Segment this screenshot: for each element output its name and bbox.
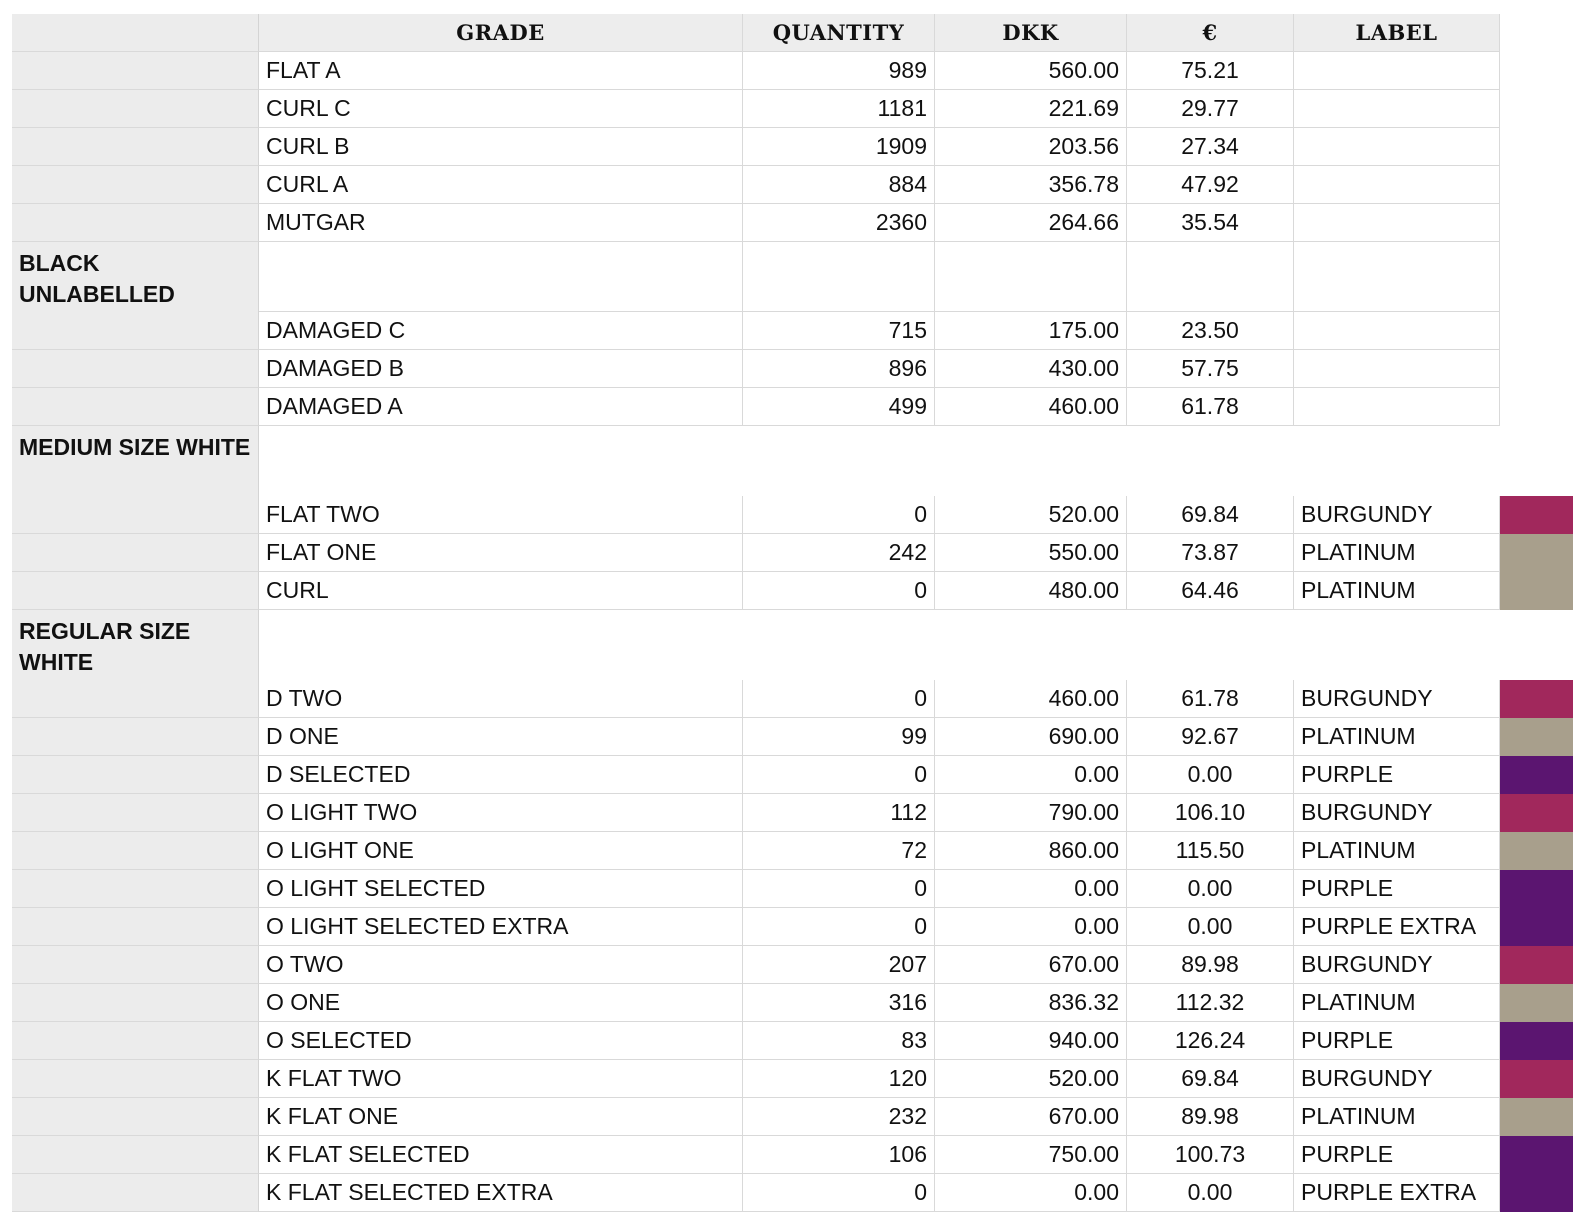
quantity-cell[interactable]: 0 [743,680,935,718]
dkk-cell[interactable]: 940.00 [935,1022,1127,1060]
label-color-swatch [1500,496,1573,534]
header-quantity[interactable]: QUANTITY [743,14,935,52]
grade-cell[interactable]: MUTGAR [259,204,743,242]
table-row [12,908,1573,946]
grade-cell[interactable]: FLAT TWO [259,496,743,534]
quantity-cell[interactable]: 499 [743,388,935,426]
label-color-swatch [1500,312,1573,350]
label-color-swatch [1500,908,1573,946]
grade-cell[interactable]: CURL B [259,128,743,166]
label-cell[interactable]: PLATINUM [1294,718,1500,756]
eur-cell[interactable]: 23.50 [1127,312,1294,350]
table-row [12,90,1573,128]
dkk-cell[interactable]: 520.00 [935,496,1127,534]
table-row [12,166,1573,204]
eur-cell[interactable]: 89.98 [1127,946,1294,984]
section-header-row [12,610,1573,680]
eur-cell[interactable]: 100.73 [1127,1136,1294,1174]
label-cell[interactable]: BURGUNDY [1294,496,1500,534]
quantity-cell[interactable]: 120 [743,1060,935,1098]
row-side-cell [12,128,259,166]
table-row [12,52,1573,90]
label-color-swatch [1500,1136,1573,1174]
label-color-swatch [1500,984,1573,1022]
quantity-cell[interactable]: 2360 [743,204,935,242]
grade-cell[interactable]: O LIGHT SELECTED [259,870,743,908]
grade-cell[interactable]: O LIGHT SELECTED EXTRA [259,908,743,946]
row-side-cell [12,680,259,718]
row-side-cell [12,1022,259,1060]
eur-cell[interactable]: 0.00 [1127,870,1294,908]
empty-cell[interactable] [1127,242,1294,312]
label-cell[interactable]: PURPLE EXTRA [1294,1174,1500,1212]
quantity-cell[interactable]: 0 [743,1174,935,1212]
dkk-cell[interactable]: 0.00 [935,756,1127,794]
table-row [12,1098,1573,1136]
dkk-cell[interactable]: 430.00 [935,350,1127,388]
eur-cell[interactable]: 27.34 [1127,128,1294,166]
spreadsheet [12,14,1573,1212]
table-row [12,832,1573,870]
grade-cell[interactable]: O TWO [259,946,743,984]
empty-cell[interactable] [1294,242,1500,312]
row-side-cell [12,166,259,204]
label-cell[interactable] [1294,166,1500,204]
dkk-cell[interactable]: 690.00 [935,718,1127,756]
quantity-cell[interactable]: 242 [743,534,935,572]
quantity-cell[interactable]: 0 [743,908,935,946]
dkk-cell[interactable]: 264.66 [935,204,1127,242]
grade-cell[interactable]: DAMAGED A [259,388,743,426]
row-side-cell [12,870,259,908]
label-cell[interactable]: PLATINUM [1294,572,1500,610]
label-cell[interactable]: BURGUNDY [1294,794,1500,832]
grade-cell[interactable]: K FLAT SELECTED EXTRA [259,1174,743,1212]
quantity-cell[interactable]: 316 [743,984,935,1022]
header-dkk[interactable]: DKK [935,14,1127,52]
quantity-cell[interactable]: 0 [743,496,935,534]
table-row [12,312,1573,350]
label-color-swatch [1500,166,1573,204]
section-title[interactable]: REGULAR SIZE WHITE [12,610,259,680]
label-cell[interactable]: BURGUNDY [1294,1060,1500,1098]
label-color-swatch [1500,794,1573,832]
row-side-cell [12,350,259,388]
label-cell[interactable] [1294,52,1500,90]
quantity-cell[interactable]: 0 [743,870,935,908]
quantity-cell[interactable]: 896 [743,350,935,388]
dkk-cell[interactable]: 175.00 [935,312,1127,350]
label-color-swatch [1500,52,1573,90]
table-row [12,946,1573,984]
quantity-cell[interactable]: 0 [743,756,935,794]
header-eur[interactable]: € [1127,14,1294,52]
label-color-swatch [1500,90,1573,128]
eur-cell[interactable]: 0.00 [1127,908,1294,946]
dkk-cell[interactable]: 0.00 [935,908,1127,946]
row-side-cell [12,1060,259,1098]
quantity-cell[interactable]: 989 [743,52,935,90]
grade-cell[interactable]: CURL C [259,90,743,128]
eur-cell[interactable]: 73.87 [1127,534,1294,572]
row-side-cell [12,312,259,350]
eur-cell[interactable]: 106.10 [1127,794,1294,832]
grade-cell[interactable]: O LIGHT TWO [259,794,743,832]
quantity-cell[interactable]: 232 [743,1098,935,1136]
quantity-cell[interactable]: 112 [743,794,935,832]
label-color-swatch [1500,756,1573,794]
grade-cell[interactable]: CURL A [259,166,743,204]
label-color-swatch [1500,1174,1573,1212]
eur-cell[interactable]: 0.00 [1127,1174,1294,1212]
grade-cell[interactable]: D SELECTED [259,756,743,794]
row-side-cell [12,946,259,984]
dkk-cell[interactable]: 0.00 [935,870,1127,908]
label-cell[interactable] [1294,350,1500,388]
row-side-cell [12,90,259,128]
label-cell[interactable] [1294,388,1500,426]
row-side-cell [12,832,259,870]
label-cell[interactable]: PURPLE EXTRA [1294,908,1500,946]
quantity-cell[interactable]: 106 [743,1136,935,1174]
eur-cell[interactable]: 64.46 [1127,572,1294,610]
quantity-cell[interactable]: 884 [743,166,935,204]
table-row [12,350,1573,388]
dkk-cell[interactable]: 560.00 [935,52,1127,90]
table-row [12,204,1573,242]
label-cell[interactable] [1294,128,1500,166]
table-row [12,1136,1573,1174]
row-side-cell [12,984,259,1022]
quantity-cell[interactable]: 0 [743,572,935,610]
dkk-cell[interactable]: 460.00 [935,680,1127,718]
eur-cell[interactable]: 57.75 [1127,350,1294,388]
grade-cell[interactable]: FLAT ONE [259,534,743,572]
row-side-cell [12,204,259,242]
label-color-swatch [1500,718,1573,756]
table-row [12,496,1573,534]
label-color-swatch [1500,870,1573,908]
label-cell[interactable]: PLATINUM [1294,534,1500,572]
section-title[interactable]: MEDIUM SIZE WHITE [12,426,259,496]
row-side-cell [12,1098,259,1136]
dkk-cell[interactable]: 836.32 [935,984,1127,1022]
table-row [12,794,1573,832]
eur-cell[interactable]: 115.50 [1127,832,1294,870]
row-side-cell [12,908,259,946]
table-row [12,718,1573,756]
grade-cell[interactable]: DAMAGED B [259,350,743,388]
eur-cell[interactable]: 126.24 [1127,1022,1294,1060]
grade-cell[interactable]: O ONE [259,984,743,1022]
eur-cell[interactable]: 61.78 [1127,680,1294,718]
eur-cell[interactable]: 92.67 [1127,718,1294,756]
row-side-cell [12,534,259,572]
label-color-swatch [1500,1022,1573,1060]
table-row [12,756,1573,794]
label-color-swatch [1500,534,1573,572]
grade-cell[interactable]: O LIGHT ONE [259,832,743,870]
grade-cell[interactable]: K FLAT ONE [259,1098,743,1136]
dkk-cell[interactable]: 221.69 [935,90,1127,128]
dkk-cell[interactable]: 520.00 [935,1060,1127,1098]
eur-cell[interactable]: 69.84 [1127,1060,1294,1098]
dkk-cell[interactable]: 0.00 [935,1174,1127,1212]
row-side-cell [12,572,259,610]
eur-cell[interactable]: 69.84 [1127,496,1294,534]
table-row [12,128,1573,166]
eur-cell[interactable]: 0.00 [1127,756,1294,794]
header-grade[interactable]: GRADE [259,14,743,52]
label-color-swatch [1500,204,1573,242]
section-header-row [12,242,1573,312]
label-color-swatch [1500,1060,1573,1098]
row-side-cell [12,388,259,426]
label-color-swatch [1500,832,1573,870]
eur-cell[interactable]: 47.92 [1127,166,1294,204]
table-row [12,1060,1573,1098]
section-spacer [259,610,1573,680]
row-side-cell [12,1174,259,1212]
table-row [12,680,1573,718]
label-color-swatch [1500,946,1573,984]
dkk-cell[interactable]: 356.78 [935,166,1127,204]
table-row [12,1022,1573,1060]
row-side-cell [12,794,259,832]
header-row [12,14,1573,52]
grade-cell[interactable]: CURL [259,572,743,610]
row-side-cell [12,1136,259,1174]
eur-cell[interactable]: 29.77 [1127,90,1294,128]
grade-cell[interactable]: K FLAT SELECTED [259,1136,743,1174]
label-cell[interactable]: PLATINUM [1294,984,1500,1022]
eur-cell[interactable]: 112.32 [1127,984,1294,1022]
header-spacer [1500,14,1573,52]
table-body [12,52,1573,1212]
dkk-cell[interactable]: 550.00 [935,534,1127,572]
label-color-swatch [1500,572,1573,610]
dkk-cell[interactable]: 203.56 [935,128,1127,166]
row-side-cell [12,496,259,534]
empty-cell[interactable] [259,242,743,312]
quantity-cell[interactable]: 83 [743,1022,935,1060]
quantity-cell[interactable]: 72 [743,832,935,870]
label-color-swatch [1500,388,1573,426]
grade-cell[interactable]: FLAT A [259,52,743,90]
empty-cell[interactable] [935,242,1127,312]
eur-cell[interactable]: 35.54 [1127,204,1294,242]
table-row [12,1174,1573,1212]
label-cell[interactable] [1294,90,1500,128]
label-cell[interactable]: BURGUNDY [1294,946,1500,984]
table-row [12,534,1573,572]
label-cell[interactable]: PLATINUM [1294,1098,1500,1136]
label-color-swatch [1500,128,1573,166]
label-color-swatch [1500,350,1573,388]
header-label[interactable]: LABEL [1294,14,1500,52]
label-cell[interactable]: PLATINUM [1294,832,1500,870]
table-row [12,984,1573,1022]
label-cell[interactable] [1294,204,1500,242]
section-spacer [1500,242,1573,312]
quantity-cell[interactable]: 715 [743,312,935,350]
table-row [12,572,1573,610]
label-cell[interactable]: PURPLE [1294,1136,1500,1174]
grade-cell[interactable]: K FLAT TWO [259,1060,743,1098]
dkk-cell[interactable]: 670.00 [935,946,1127,984]
dkk-cell[interactable]: 790.00 [935,794,1127,832]
section-spacer [259,426,1573,496]
label-cell[interactable]: PURPLE [1294,756,1500,794]
label-cell[interactable] [1294,312,1500,350]
quantity-cell[interactable]: 1181 [743,90,935,128]
grade-cell[interactable]: DAMAGED C [259,312,743,350]
label-color-swatch [1500,1098,1573,1136]
row-side-cell [12,718,259,756]
label-cell[interactable]: PURPLE [1294,870,1500,908]
label-color-swatch [1500,680,1573,718]
corner-cell [12,14,259,52]
eur-cell[interactable]: 61.78 [1127,388,1294,426]
quantity-cell[interactable]: 99 [743,718,935,756]
grade-cell[interactable]: D ONE [259,718,743,756]
section-header-row [12,426,1573,496]
dkk-cell[interactable]: 670.00 [935,1098,1127,1136]
row-side-cell [12,52,259,90]
label-cell[interactable]: BURGUNDY [1294,680,1500,718]
dkk-cell[interactable]: 860.00 [935,832,1127,870]
dkk-cell[interactable]: 460.00 [935,388,1127,426]
quantity-cell[interactable]: 207 [743,946,935,984]
dkk-cell[interactable]: 750.00 [935,1136,1127,1174]
grade-cell[interactable]: O SELECTED [259,1022,743,1060]
eur-cell[interactable]: 75.21 [1127,52,1294,90]
table-row [12,388,1573,426]
row-side-cell [12,756,259,794]
dkk-cell[interactable]: 480.00 [935,572,1127,610]
section-title[interactable]: BLACK UNLABELLED [12,242,259,312]
label-cell[interactable]: PURPLE [1294,1022,1500,1060]
quantity-cell[interactable]: 1909 [743,128,935,166]
grade-cell[interactable]: D TWO [259,680,743,718]
eur-cell[interactable]: 89.98 [1127,1098,1294,1136]
table-row [12,870,1573,908]
empty-cell[interactable] [743,242,935,312]
